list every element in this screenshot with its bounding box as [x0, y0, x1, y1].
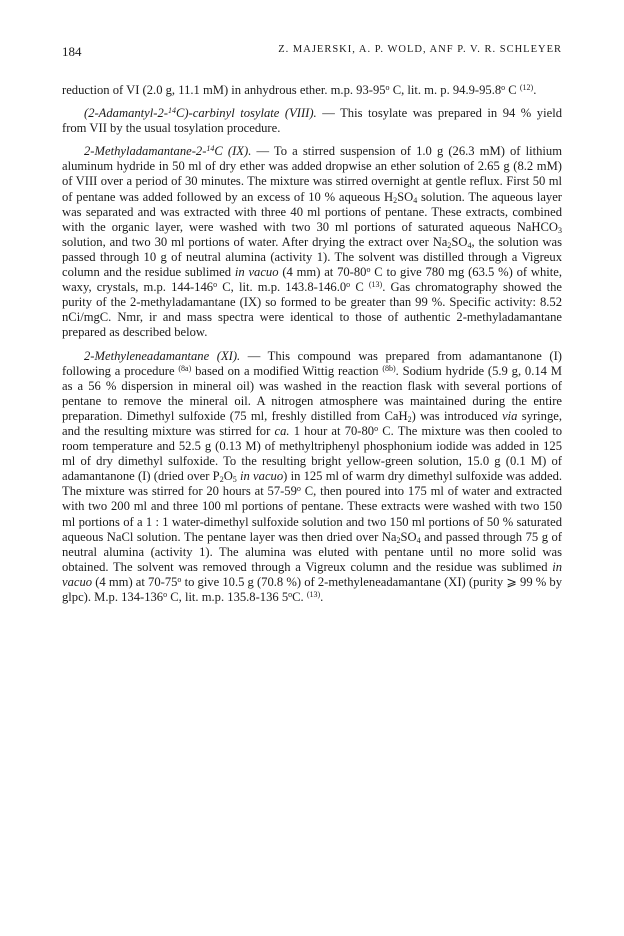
italic-text: C (IX).	[214, 144, 252, 159]
text-run: syringe, and the resulting mixture was stirred for	[62, 408, 562, 438]
text-run: C. The mixture was then cooled to room temperature and 52.5 g (0.13 M) of methyltriphenyl phosphonium iodide was added in 125 ml of dry dimethyl sulfoxide. To the resulting bright yellow-green solution, 15.0 g (0.1 M) of adamantanone (I) (dried over P	[62, 423, 562, 484]
text-run: ) in 125 ml of warm dry dimethyl sulfoxide was added. The mixture was stirred for 20 hours at 57-59	[62, 469, 563, 499]
isotope-superscript: 14	[167, 106, 176, 116]
subscript: 2	[447, 240, 452, 250]
subscript: 4	[467, 240, 472, 250]
text-run: . Sodium hydride (5.9 g, 0.14 M as a 56 % dispersion in mineral oil) was washed in the reaction flask with several portions of pentane to remove the mineral oil. A nitrogen atmosphere was maintained during the entire preparation. Dimethyl sulfoxide (75 ml, freshly distilled from CaH	[62, 363, 562, 423]
superscript: o	[296, 484, 301, 494]
subscript: 4	[416, 535, 421, 545]
text-run: — To a stirred suspension of 1.0 g (26.3 mM) of lithium aluminum hydride in 50 ml of dry ether was added dropwise an ether solution of 2.65 g (8.2 mM) of VIII over a period of 30 minutes. The mixture was stirred overnight at gentle reflux. First 50 ml of pentane was added followed by an excess of 10 % aqueous H	[62, 144, 562, 204]
article-body	[62, 83, 562, 613]
paragraph-reduction	[62, 83, 562, 98]
text-run: C, lit. m.p. 135.8-136 5	[167, 590, 289, 604]
subscript: 2	[407, 414, 412, 424]
italic-text: C)-carbinyl tosylate (VIII).	[175, 106, 317, 121]
text-run: O	[223, 469, 233, 484]
subscript: 2	[219, 475, 224, 485]
text-run: C, lit. m.p. 143.8-146.0	[217, 280, 347, 295]
text-run: ) was introduced	[411, 408, 503, 423]
italic-superscript	[168, 106, 176, 120]
italic-text: 2-Methyladamantane-2-	[84, 144, 207, 159]
superscript: o	[213, 280, 218, 290]
running-head: Z. MAJERSKI, A. P. WOLD, ANF P. V. R. SCHLEYER	[278, 44, 562, 55]
text-run: C	[505, 83, 520, 97]
superscript: (12)	[519, 83, 534, 92]
text-run: . Gas chromatography showed the purity of the 2-methyladamantane (IX) so formed to be greater than 99 %. Specific activity: 8.52 nCi/mgC. Nmr, ir and mass spectra were identical to those of authentic 2-methyladamantane prepared as described below.	[62, 280, 562, 340]
superscript: (8b)	[382, 363, 396, 373]
text-run: and passed through 75 g of neutral alumina (activity 1). The alumina was eluted with pentane until no more solid was obtained. The solvent was removed through a Vigreux column and the residue was sublimed	[62, 529, 562, 574]
italic-text: via	[502, 408, 518, 423]
text-run: , the solution was passed through 10 g of neutral alumina (activity 1). The solvent was distilled through a Vigreux column and the residue sublimed	[62, 234, 563, 280]
paragraph-methyladamantane	[62, 144, 562, 340]
superscript: o	[374, 423, 379, 433]
paragraph-tosylate	[62, 106, 562, 136]
isotope-superscript: 14	[206, 144, 215, 154]
superscript: o	[366, 265, 371, 275]
italic-text: 2-Methyleneadamantane (XI).	[84, 348, 241, 363]
text-run: solution. The aqueous layer was separated and was extracted with three 40 ml portions of pentane. These extracts, combined with the organic layer, were washed with two 30 ml portions of saturated aqueous NaHCO	[62, 189, 562, 234]
superscript: (8a)	[178, 363, 192, 373]
text-run: C.	[292, 590, 307, 604]
subscript: 4	[413, 195, 418, 205]
italic-text: in vacuo	[234, 265, 279, 280]
italic-text: in vacuo	[240, 469, 284, 484]
superscript: o	[288, 590, 293, 599]
text-run: — This compound was prepared from adamantanone (I) following a procedure	[62, 348, 562, 378]
paragraph-methyleneadamantane	[62, 349, 562, 606]
italic-text: ca.	[274, 423, 290, 438]
text-run: (4 mm) at 70-80	[278, 265, 367, 280]
text-run: (4 mm) at 70-75	[92, 574, 178, 589]
page-header	[62, 44, 562, 62]
subscript: 5	[232, 475, 237, 485]
text-run: — This tosylate was prepared in 94 % yield from VII by the usual tosylation procedure.	[62, 106, 562, 136]
italic-text: in vacuo	[62, 559, 562, 589]
text-run: SO	[451, 234, 468, 249]
text-run: SO	[397, 189, 414, 204]
italic-text: (2-Adamantyl-2-	[84, 106, 168, 121]
text-run: to give 10.5 g (70.8 %) of 2-methyleneadamantane (XI) (purity ⩾ 99 % by glpc). M.p. 134-136	[62, 574, 562, 604]
text-run: C	[350, 280, 369, 295]
text-run: .	[320, 590, 324, 604]
subscript: 2	[396, 535, 401, 545]
text-run: SO	[400, 529, 417, 544]
superscript: (13)	[368, 280, 383, 290]
superscript: o	[177, 574, 182, 584]
text-run: .	[533, 83, 537, 97]
text-run: 1 hour at 70-80	[289, 423, 375, 438]
text-run: C, then poured into 175 ml of water and extracted with two 200 ml and three 100 ml portions of pentane. These extracts were washed with two 150 ml portions of a 1 : 1 water-dimethyl sulfoxide solution and two 150 ml portions of 50 % saturated aqueous NaCl solution. The pentane layer was then dried over Na	[62, 484, 562, 544]
text-run: C, lit. m. p. 94.9-95.8	[389, 83, 502, 97]
superscript: o	[163, 590, 168, 599]
superscript: o	[346, 280, 351, 290]
text-run: solution, and two 30 ml portions of water. After drying the extract over Na	[62, 234, 448, 249]
subscript: 3	[558, 225, 562, 235]
superscript: o	[385, 83, 390, 92]
subscript: 2	[393, 195, 398, 205]
text-run: based on a modified Wittig reaction	[191, 363, 383, 378]
text-run: reduction of VI (2.0 g, 11.1 mM) in anhydrous ether. m.p. 93-95	[62, 83, 386, 97]
text-run: C to give 780 mg (63.5 %) of white, waxy, crystals, m.p. 144-146	[62, 265, 563, 295]
page-number: 184	[62, 44, 82, 59]
superscript: o	[501, 83, 506, 92]
superscript: (13)	[306, 590, 321, 599]
